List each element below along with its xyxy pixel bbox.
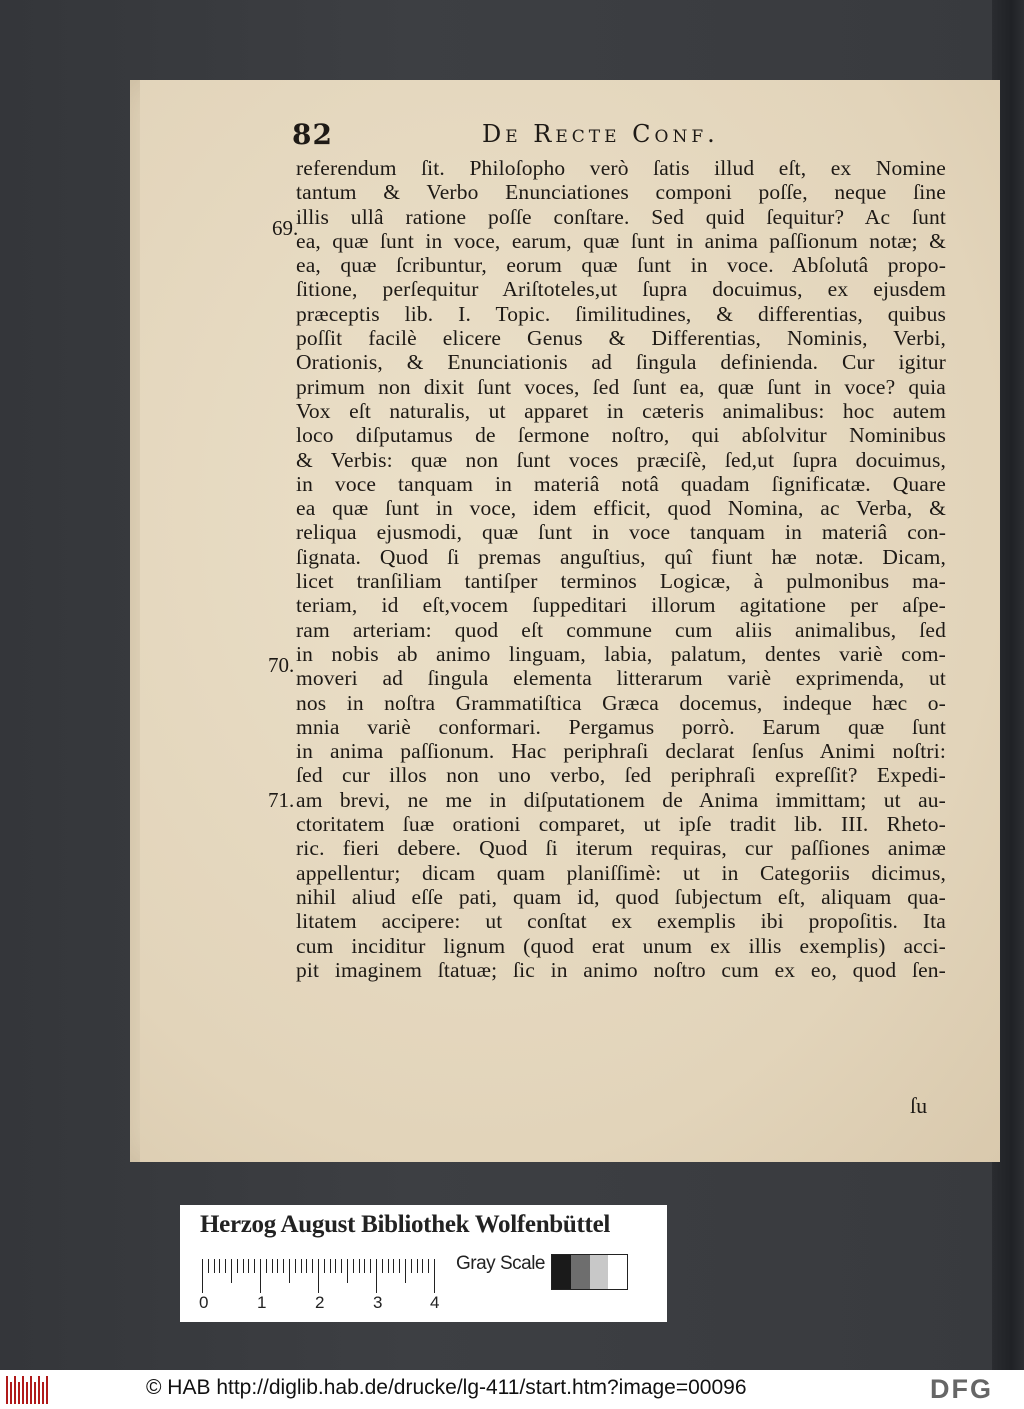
- ruler-number: 3: [373, 1293, 383, 1312]
- ruler-tick: [254, 1259, 255, 1273]
- grayscale-strip: [551, 1254, 628, 1290]
- ruler-tick: [405, 1259, 406, 1283]
- ruler-tick: [376, 1259, 377, 1293]
- ruler-tick: [214, 1259, 215, 1273]
- ruler-tick: [272, 1259, 273, 1273]
- text-line: referendum ſit. Philoſopho verò ſatis illud eſt, ex Nomine: [296, 156, 946, 180]
- ruler-tick: [289, 1259, 290, 1283]
- ruler-tick: [347, 1259, 348, 1283]
- text-line: mnia variè conformari. Pergamus porrò. Earum quæ ſunt: [296, 714, 946, 739]
- text-line: tantum & Verbo Enunciationes componi poſſe, neque ſine: [296, 180, 946, 205]
- text-line: primum non dixit ſunt voces, ſed ſunt ea, quæ ſunt in voce? quia: [296, 374, 946, 399]
- ruler-tick: [324, 1259, 325, 1273]
- ruler-tick: [243, 1259, 244, 1273]
- page-number: 82: [292, 118, 333, 151]
- text-line: appellentur; dicam quam planiſſimè: ut in Categoriis dicimus,: [296, 860, 946, 885]
- text-line: ſignata. Quod ſi premas anguſtius, quî fiunt hæ notæ. Dicam,: [296, 544, 946, 569]
- ruler-tick: [260, 1259, 261, 1293]
- ruler-tick: [382, 1259, 383, 1273]
- catchword: ſu: [910, 1093, 928, 1118]
- text-line: pit imaginem ſtatuæ; ſic in animo noſtro cum ex eo, quod ſen-: [296, 957, 946, 982]
- text-line: loco diſputamus de ſermone noſtro, qui abſolvitur Nominibus: [296, 423, 946, 448]
- ruler-tick: [277, 1259, 278, 1273]
- text-line: ric. fieri debere. Quod ſi iterum requiras, cur paſſiones animæ: [296, 836, 946, 861]
- measurement-ruler: [202, 1255, 447, 1295]
- text-line: & Verbis: quæ non ſunt voces præciſè, ſed,ut ſupra docuimus,: [296, 447, 946, 472]
- ruler-tick: [318, 1259, 319, 1293]
- ruler-number: 1: [257, 1293, 267, 1312]
- running-title: De Recte Conf.: [482, 120, 719, 148]
- ruler-tick: [364, 1259, 365, 1273]
- ruler-tick: [301, 1259, 302, 1273]
- text-line: ſitione, perſequitur Ariſtoteles,ut ſupra docuimus, ex ejusdem: [296, 277, 946, 302]
- ruler-tick: [208, 1259, 209, 1273]
- ruler-tick: [219, 1259, 220, 1273]
- ruler-tick: [335, 1259, 336, 1273]
- text-line: Vox eſt naturalis, ut apparet in cæteris animalibus: hoc autem: [296, 398, 946, 423]
- logo-bar: [42, 1382, 44, 1404]
- text-line: ea, quæ ſcribuntur, eorum quæ ſunt in voce. Abſolutâ propo-: [296, 253, 946, 278]
- text-line: cum inciditur lignum (quod erat unum ex illis exemplis) acci-: [296, 933, 946, 958]
- library-name: Herzog August Bibliothek Wolfenbüttel: [200, 1211, 611, 1238]
- text-line: ea quæ ſunt in voce, idem efficit, quod Nomina, ac Verba, &: [296, 496, 946, 521]
- body-text: [296, 156, 946, 982]
- margin-number-71: 71.: [268, 788, 295, 812]
- text-line: ram arteriam: quod eſt commune cum aliis animalibus, ſed: [296, 617, 946, 642]
- margin-number-70: 70.: [268, 653, 295, 677]
- ruler-tick: [295, 1259, 296, 1273]
- ruler-tick: [330, 1259, 331, 1273]
- text-line: illis ullâ ratione poſſe conſtare. Sed quid ſequitur? Ac ſunt: [296, 204, 946, 229]
- ruler-number: 2: [315, 1293, 325, 1312]
- text-line: reliqua ejusmodi, quæ ſunt in voce tanquam in materiâ con-: [296, 520, 946, 545]
- ruler-tick: [370, 1259, 371, 1273]
- ruler-tick: [231, 1259, 232, 1283]
- logo-bar: [34, 1382, 36, 1404]
- grayscale-label: Gray Scale: [456, 1253, 545, 1274]
- logo-bar: [22, 1376, 24, 1404]
- logo-bar: [38, 1376, 40, 1404]
- ruler-tick: [417, 1259, 418, 1273]
- ruler-tick: [399, 1259, 400, 1273]
- logo-bar: [18, 1382, 20, 1404]
- scale-label: [180, 1205, 667, 1322]
- text-line: teriam, id eſt,vocem ſuppeditari illorum agitatione per aſpe-: [296, 593, 946, 618]
- logo-bar: [46, 1376, 48, 1404]
- text-line: litatem accipere: ut conſtat ex exemplis ibi propoſitis. Ita: [296, 909, 946, 934]
- text-line: nihil aliud eſſe pati, quam id, quod ſubjectum eſt, aliquam qua-: [296, 884, 946, 909]
- logo-bar: [14, 1376, 16, 1404]
- grayscale-swatch: [552, 1255, 571, 1289]
- ruler-tick: [388, 1259, 389, 1273]
- text-line: ſed cur illos non uno verbo, ſed periphraſi expreſſit? Expedi-: [296, 763, 946, 788]
- text-line: ea, quæ ſunt in voce, earum, quæ ſunt in anima paſſionum notæ; &: [296, 228, 946, 253]
- text-line: præceptis lib. I. Topic. ſimilitudines, & differentias, quibus: [296, 301, 946, 326]
- ruler-tick: [359, 1259, 360, 1273]
- ruler-tick: [283, 1259, 284, 1273]
- logo-bar: [6, 1376, 8, 1404]
- grayscale-swatch: [608, 1255, 627, 1289]
- ruler-tick: [353, 1259, 354, 1273]
- text-line: poſſit facilè elicere Genus & Differentias, Nominis, Verbi,: [296, 326, 946, 351]
- text-line: am brevi, ne me in diſputationem de Anima immittam; ut au-: [296, 787, 946, 812]
- margin-number-69: 69.: [272, 216, 299, 240]
- text-line: nos in noſtra Grammatiſtica Græca docemus, indeque hæc o-: [296, 690, 946, 715]
- ruler-tick: [434, 1259, 435, 1293]
- ruler-tick: [312, 1259, 313, 1273]
- ruler-tick: [306, 1259, 307, 1273]
- logo-bar: [30, 1376, 32, 1404]
- page-header: [292, 118, 762, 154]
- ruler-tick: [422, 1259, 423, 1273]
- credit-link[interactable]: © HAB http://diglib.hab.de/drucke/lg-411/start.htm?image=00096: [146, 1376, 747, 1399]
- text-line: ctoritatem ſuæ orationi comparet, ut ipſe tradit lib. III. Rheto-: [296, 812, 946, 837]
- hab-logo-icon: [6, 1376, 48, 1404]
- grayscale-swatch: [590, 1255, 609, 1289]
- text-line: in nobis ab animo linguam, labia, palatum, dentes variè com-: [296, 641, 946, 666]
- ruler-tick: [237, 1259, 238, 1273]
- ruler-number: 0: [199, 1293, 209, 1312]
- text-line: in anima paſſionum. Hac periphraſi declarat ſenſus Animi noſtri:: [296, 739, 946, 764]
- text-line: Orationis, & Enunciationis ad ſingula definienda. Cur igitur: [296, 350, 946, 375]
- ruler-tick: [411, 1259, 412, 1273]
- logo-bar: [26, 1382, 28, 1404]
- text-line: in voce tanquam in materiâ notâ quadam ſignificatæ. Quare: [296, 471, 946, 496]
- ruler-tick: [202, 1259, 203, 1293]
- ruler-tick: [393, 1259, 394, 1273]
- grayscale-swatch: [571, 1255, 590, 1289]
- ruler-tick: [266, 1259, 267, 1273]
- footer-bar: [0, 1370, 1024, 1409]
- text-line: moveri ad ſingula elementa litterarum variè exprimenda, ut: [296, 666, 946, 691]
- ruler-tick: [225, 1259, 226, 1273]
- text-line: licet tranſiliam tantiſper terminos Logicæ, à pulmonibus ma-: [296, 569, 946, 594]
- dfg-logo: DFG: [930, 1374, 993, 1404]
- logo-bar: [10, 1382, 12, 1404]
- ruler-number: 4: [430, 1293, 440, 1312]
- ruler-tick: [428, 1259, 429, 1273]
- ruler-tick: [341, 1259, 342, 1273]
- ruler-tick: [248, 1259, 249, 1273]
